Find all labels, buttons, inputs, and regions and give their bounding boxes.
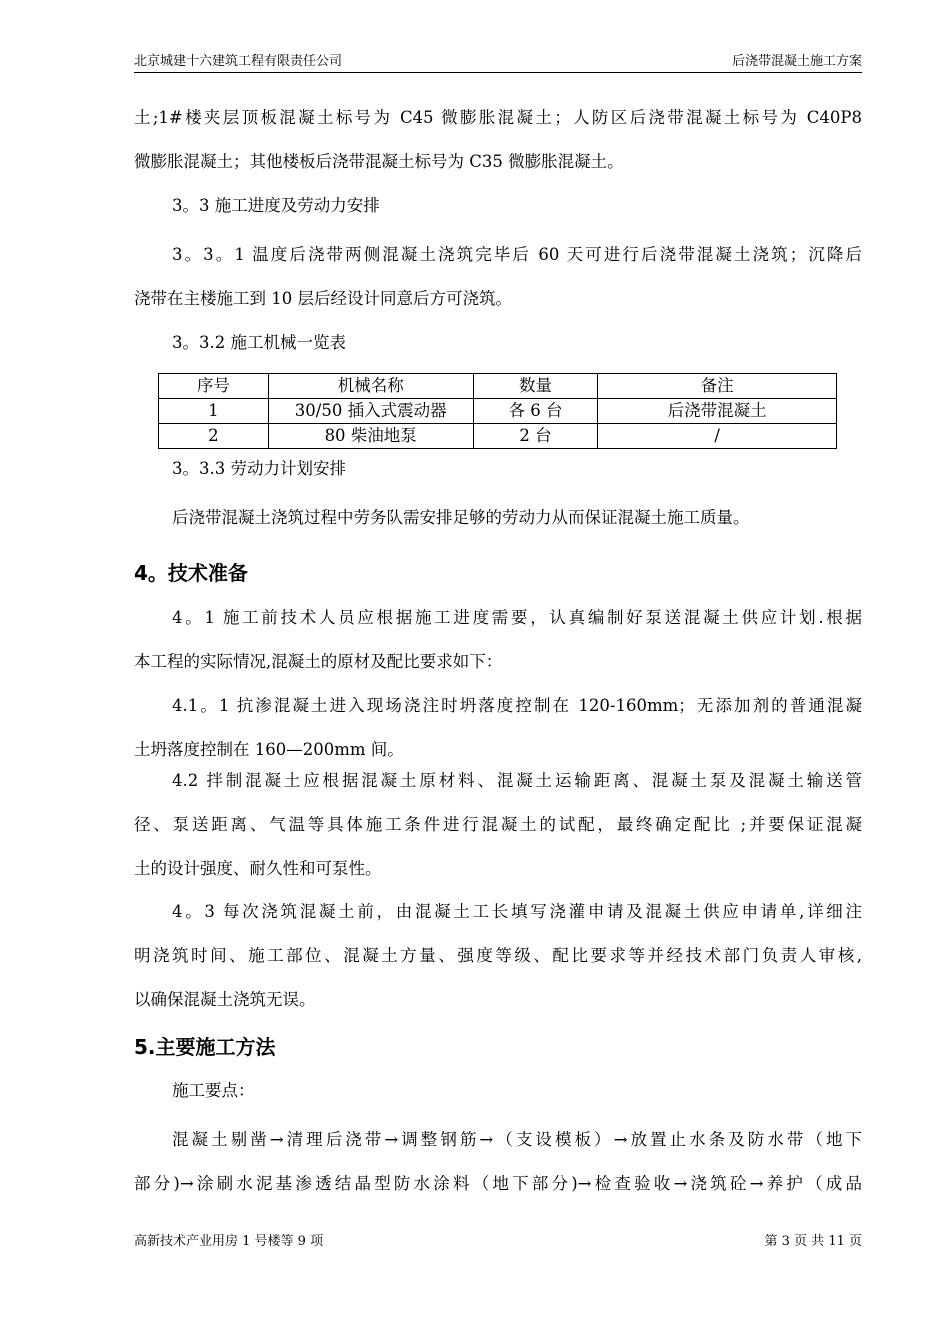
text-line: 微膨胀混凝土；其他楼板后浇带混凝土标号为 C35 微膨胀混凝土。: [134, 152, 624, 171]
section-3-3-2-heading: 3。3.2 施工机械一览表: [172, 333, 346, 352]
table-cell: 2 台: [473, 424, 598, 449]
text-line: 混凝土剔凿→清理后浇带→调整钢筋→（支设模板）→放置止水条及防水带（地下: [172, 1130, 862, 1149]
text-line: 部分)→涂刷水泥基渗透结晶型防水涂料（地下部分)→检查验收→浇筑砼→养护（成品: [134, 1174, 862, 1193]
table-header-cell: 备注: [598, 374, 837, 399]
construction-points-title: 施工要点：: [172, 1081, 255, 1100]
table-header-cell: 机械名称: [268, 374, 473, 399]
text-line: 4.2 拌制混凝土应根据混凝土原材料、混凝土运输距离、混凝土泵及混凝土输送管: [172, 771, 862, 790]
table-header-row: [159, 374, 837, 399]
text-line: 4。1 施工前技术人员应根据施工进度需要，认真编制好泵送混凝土供应计划.根据: [172, 608, 862, 627]
table-row: [159, 424, 837, 449]
table-cell: 1: [159, 399, 269, 424]
table-cell: 后浇带混凝土: [598, 399, 837, 424]
table-row: [159, 399, 837, 424]
text-line: 明浇筑时间、施工部位、混凝土方量、强度等级、配比要求等并经技术部门负责人审核,: [134, 946, 862, 965]
table-cell: 80 柴油地泵: [268, 424, 473, 449]
paragraph-4-1: [134, 596, 862, 684]
table-cell: 30/50 插入式震动器: [268, 399, 473, 424]
text-line: 浇带在主楼施工到 10 层后经设计同意后方可浇筑。: [134, 289, 512, 308]
table-cell: 2: [159, 424, 269, 449]
table-header-cell: 序号: [159, 374, 269, 399]
text-line: 土坍落度控制在 160—200mm 间。: [134, 740, 404, 759]
text-line: 以确保混凝土浇筑无误。: [134, 990, 316, 1009]
text-line: 本工程的实际情况,混凝土的原材及配比要求如下：: [134, 652, 503, 671]
paragraph-concrete-grades: [134, 96, 862, 184]
table-cell: /: [598, 424, 837, 449]
machinery-table: [158, 373, 837, 449]
section-3-3-3-heading: 3。3.3 劳动力计划安排: [172, 459, 346, 478]
paragraph-4-2: [134, 759, 862, 891]
text-line: 4.1。1 抗渗混凝土进入现场浇注时坍落度控制在 120-160mm；无添加剂的普通混凝: [172, 696, 862, 715]
header-company: 北京城建十六建筑工程有限责任公司: [134, 54, 343, 69]
text-line: 3。3。1 温度后浇带两侧混凝土浇筑完毕后 60 天可进行后浇带混凝土浇筑；沉降后: [172, 245, 862, 264]
footer-page-number: 第 3 页 共 11 页: [764, 1234, 862, 1249]
paragraph-labor: 后浇带混凝土浇筑过程中劳务队需安排足够的劳动力从而保证混凝土施工质量。: [172, 508, 750, 527]
page-header: [134, 52, 862, 73]
paragraph-3-3-1: [134, 233, 862, 321]
section-5-heading: 5.主要施工方法: [134, 1035, 276, 1059]
table-cell: 各 6 台: [473, 399, 598, 424]
text-line: 4。3 每次浇筑混凝土前，由混凝土工长填写浇灌申请及混凝土供应申请单,详细注: [172, 902, 862, 921]
header-doc-title: 后浇带混凝土施工方案: [731, 54, 862, 69]
text-line: 土;1#楼夹层顶板混凝土标号为 C45 微膨胀混凝土；人防区后浇带混凝土标号为 C40P8: [134, 108, 862, 127]
text-line: 径、泵送距离、气温等具体施工条件进行混凝土的试配，最终确定配比 ;并要保证混凝: [134, 815, 862, 834]
table-header-cell: 数量: [473, 374, 598, 399]
paragraph-4-3: [134, 890, 862, 1022]
section-4-heading: 4。技术准备: [134, 561, 248, 585]
paragraph-procedure: [134, 1118, 862, 1206]
text-line: 土的设计强度、耐久性和可泵性。: [134, 859, 382, 878]
footer-project: 高新技术产业用房 1 号楼等 9 项: [134, 1234, 324, 1249]
section-3-3-heading: 3。3 施工进度及劳动力安排: [172, 196, 380, 215]
